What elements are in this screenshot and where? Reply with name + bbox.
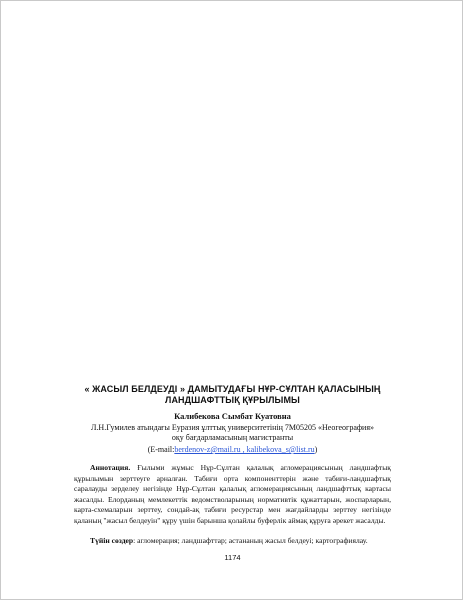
keywords-label: Түйін сөздер — [90, 536, 134, 545]
title-line-2: ЛАНДШАФТТЫҚ ҚҰРЫЛЫМЫ — [165, 395, 300, 405]
email-prefix: (E-mail: — [147, 445, 175, 454]
title-line-1: « ЖАСЫЛ БЕЛДЕУДІ » ДАМЫТУДАҒЫ НҰР-СҰЛТАН ҚАЛАСЫНЫҢ — [84, 384, 381, 394]
abstract-text: Ғылыми жұмыс Нұр-Сұлтан қалалық агломерациясының ландшафтық құрылымын зерттеуге арналған. Табиғи орта компоненттерін және табиғи-ландшафтық саралауды зерделеу негізінде Нұр-Сұлтан қалалық агломерациясының ландшафттық картасы жасалды. Елорданың мемлекеттік ведомстволарының нормативтік құжаттарын, жоспарларын, карта-схемаларын зерттеу, сондай-ақ табиғи ресурстар мен жағдайларды зерттеу негізінде қаланың "жасыл белдеуін" құру үшін барынша қолайлы буферлік аймақ құруға әрекет жасалды. — [74, 463, 391, 525]
keywords — [74, 536, 391, 546]
email-suffix: ) — [314, 445, 318, 454]
article-title — [41, 384, 424, 406]
abstract-label: Аннотация. — [90, 463, 131, 472]
page-number: 1174 — [224, 553, 241, 562]
email-line — [41, 445, 424, 455]
affiliation-line-2: оқу бағдарламасының магистранты — [171, 433, 294, 442]
email-link[interactable]: berdenov-z@mail.ru , kalibekova_s@list.ru — [174, 445, 315, 454]
affiliation-line-1: Л.Н.Гумилев атындағы Еуразия ұлттық университетінің 7М05205 «Неогеография» — [90, 423, 375, 432]
keywords-text: : агломерация; ландшафттар; астананың жасыл белдеуі; картографиялау. — [133, 536, 368, 545]
affiliation — [41, 423, 424, 443]
author-name: Калибекова Сымбат Куатовна — [174, 411, 291, 421]
abstract — [74, 463, 391, 527]
